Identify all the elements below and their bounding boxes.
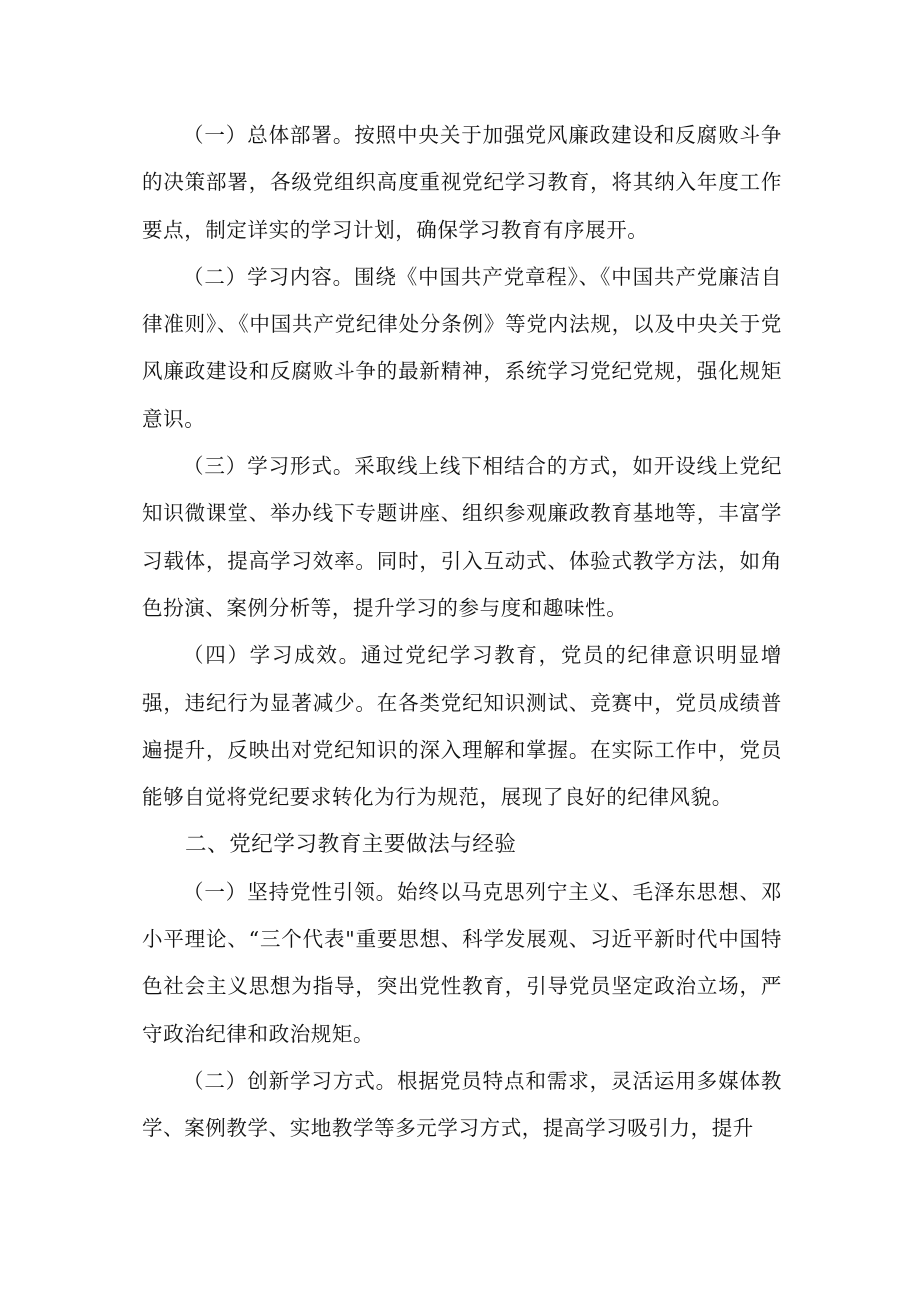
paragraph-study-results: （四）学习成效。通过党纪学习教育，党员的纪律意识明显增强，违纪行为显著减少。在各类党纪知识测试、竞赛中，党员成绩普遍提升，反映出对党纪知识的深入理解和掌握。在实际工作中，党员能够自觉将党纪要求转化为行为规范，展现了良好的纪律风貌。 bbox=[142, 643, 782, 810]
paragraph-study-form: （三）学习形式。采取线上线下相结合的方式，如开设线上党纪知识微课堂、举办线下专题讲座、组织参观廉政教育基地等，丰富学习载体，提高学习效率。同时，引入互动式、体验式教学方法，如角色扮演、案例分析等，提升学习的参与度和趣味性。 bbox=[142, 454, 782, 620]
paragraph-innovative-methods: （二）创新学习方式。根据党员特点和需求，灵活运用多媒体教学、案例教学、实地教学等多元学习方式，提高学习吸引力，提升 bbox=[142, 1068, 782, 1141]
paragraph-overall-deployment: （一）总体部署。按照中央关于加强党风廉政建设和反腐败斗争的决策部署，各级党组织高度重视党纪学习教育，将其纳入年度工作要点，制定详实的学习计划，确保学习教育有序展开。 bbox=[142, 123, 782, 242]
paragraph-party-spirit: （一）坚持党性引领。始终以马克思列宁主义、毛泽东思想、邓小平理论、“三个代表"重要思想、科学发展观、习近平新时代中国特色社会主义思想为指导，突出党性教育，引导党员坚定政治立场，严守政治纪律和政治规矩。 bbox=[142, 879, 782, 1046]
paragraph-study-content: （二）学习内容。围绕《中国共产党章程》、《中国共产党廉洁自律准则》、《中国共产党纪律处分条例》等党内法规，以及中央关于党风廉政建设和反腐败斗争的最新精神，系统学习党纪党规，强化规矩意识。 bbox=[142, 264, 782, 431]
document-body bbox=[142, 112, 782, 1153]
section-heading: 二、党纪学习教育主要做法与经验 bbox=[185, 832, 517, 858]
